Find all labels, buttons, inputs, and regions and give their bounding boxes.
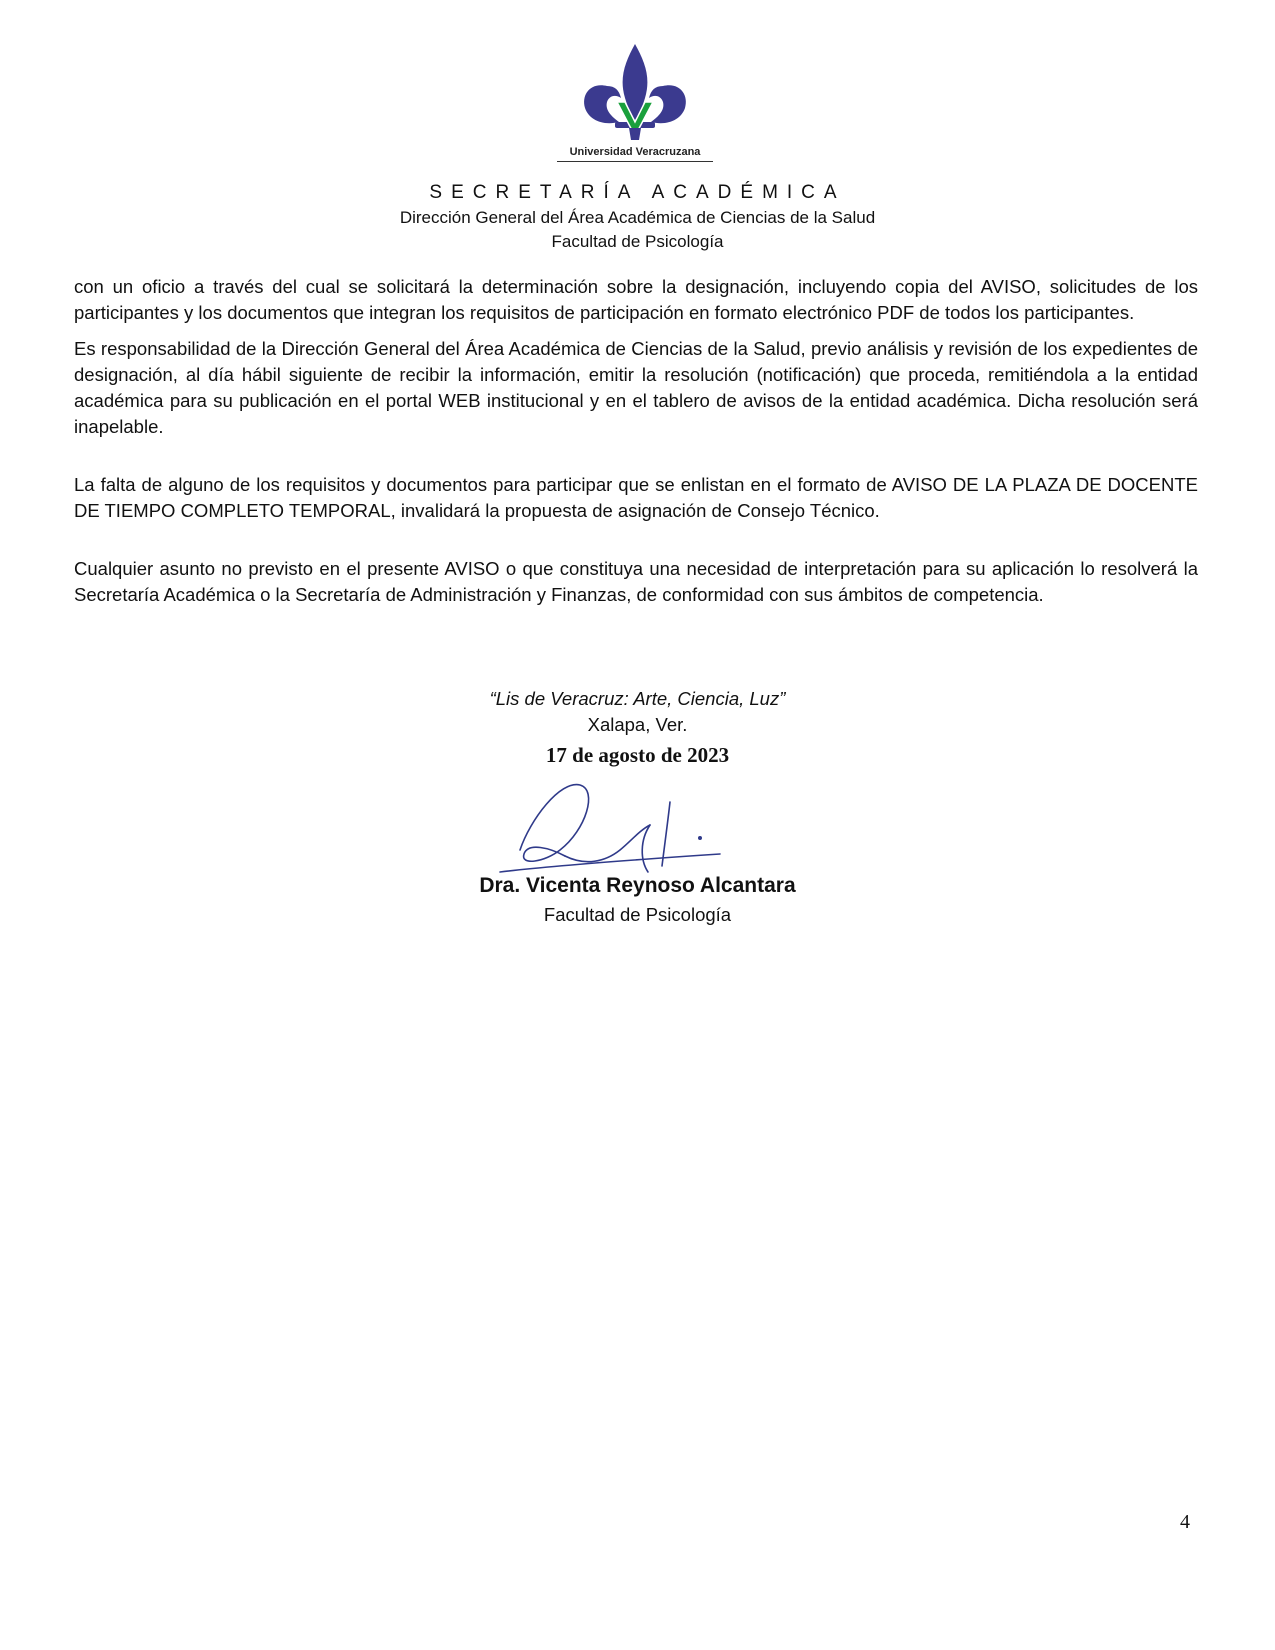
document-date: 17 de agosto de 2023	[545, 743, 730, 767]
document-body	[74, 274, 1198, 608]
paragraph-4: Cualquier asunto no previsto en el presente AVISO o que constituya una necesidad de interpretación para su aplicación lo resolverá la Secretaría Académica o la Secretaría de Administración y Finanzas, de conformidad con sus ámbitos de competencia.	[74, 558, 1198, 605]
paragraph-2: Es responsabilidad de la Dirección General del Área Académica de Ciencias de la Salud, previo análisis y revisión de los expedientes de designación, al día hábil siguiente de recibir la información, emitir la resolución (notificación) que proceda, remitiéndola a la entidad académica para su publicación en el portal WEB institucional y en el tablero de avisos de la entidad académica. Dicha resolución será inapelable.	[74, 338, 1198, 437]
faculty-name: Facultad de Psicología	[551, 232, 724, 251]
department-title: SECRETARÍA ACADÉMICA	[429, 182, 846, 203]
signer-name: Dra. Vicenta Reynoso Alcantara	[479, 874, 796, 897]
city-location: Xalapa, Ver.	[587, 714, 688, 735]
page-number: 4	[1180, 1511, 1190, 1533]
signer-role: Facultad de Psicología	[543, 904, 732, 925]
paragraph-1: con un oficio a través del cual se solicitará la determinación sobre la designación, incluyendo copia del AVISO, solicitudes de los participantes y los documentos que integran los requisitos de participación en formato electrónico PDF de todos los participantes.	[74, 276, 1198, 323]
logo-caption: Universidad Veracruzana	[569, 146, 701, 158]
paragraph-3: La falta de alguno de los requisitos y documentos para participar que se enlistan en el formato de AVISO DE LA PLAZA DE DOCENTE DE TIEMPO COMPLETO TEMPORAL, invalidará la propuesta de asignación de Consejo Técnico.	[74, 474, 1198, 521]
letterhead	[0, 180, 1275, 254]
institution-motto: “Lis de Veracruz: Arte, Ciencia, Luz”	[489, 688, 786, 709]
closing-block	[0, 686, 1275, 770]
department-subtitle: Dirección General del Área Académica de Ciencias de la Salud	[399, 208, 876, 227]
university-logo	[545, 40, 725, 170]
signer-block	[0, 872, 1275, 928]
logo-underline	[557, 161, 713, 162]
